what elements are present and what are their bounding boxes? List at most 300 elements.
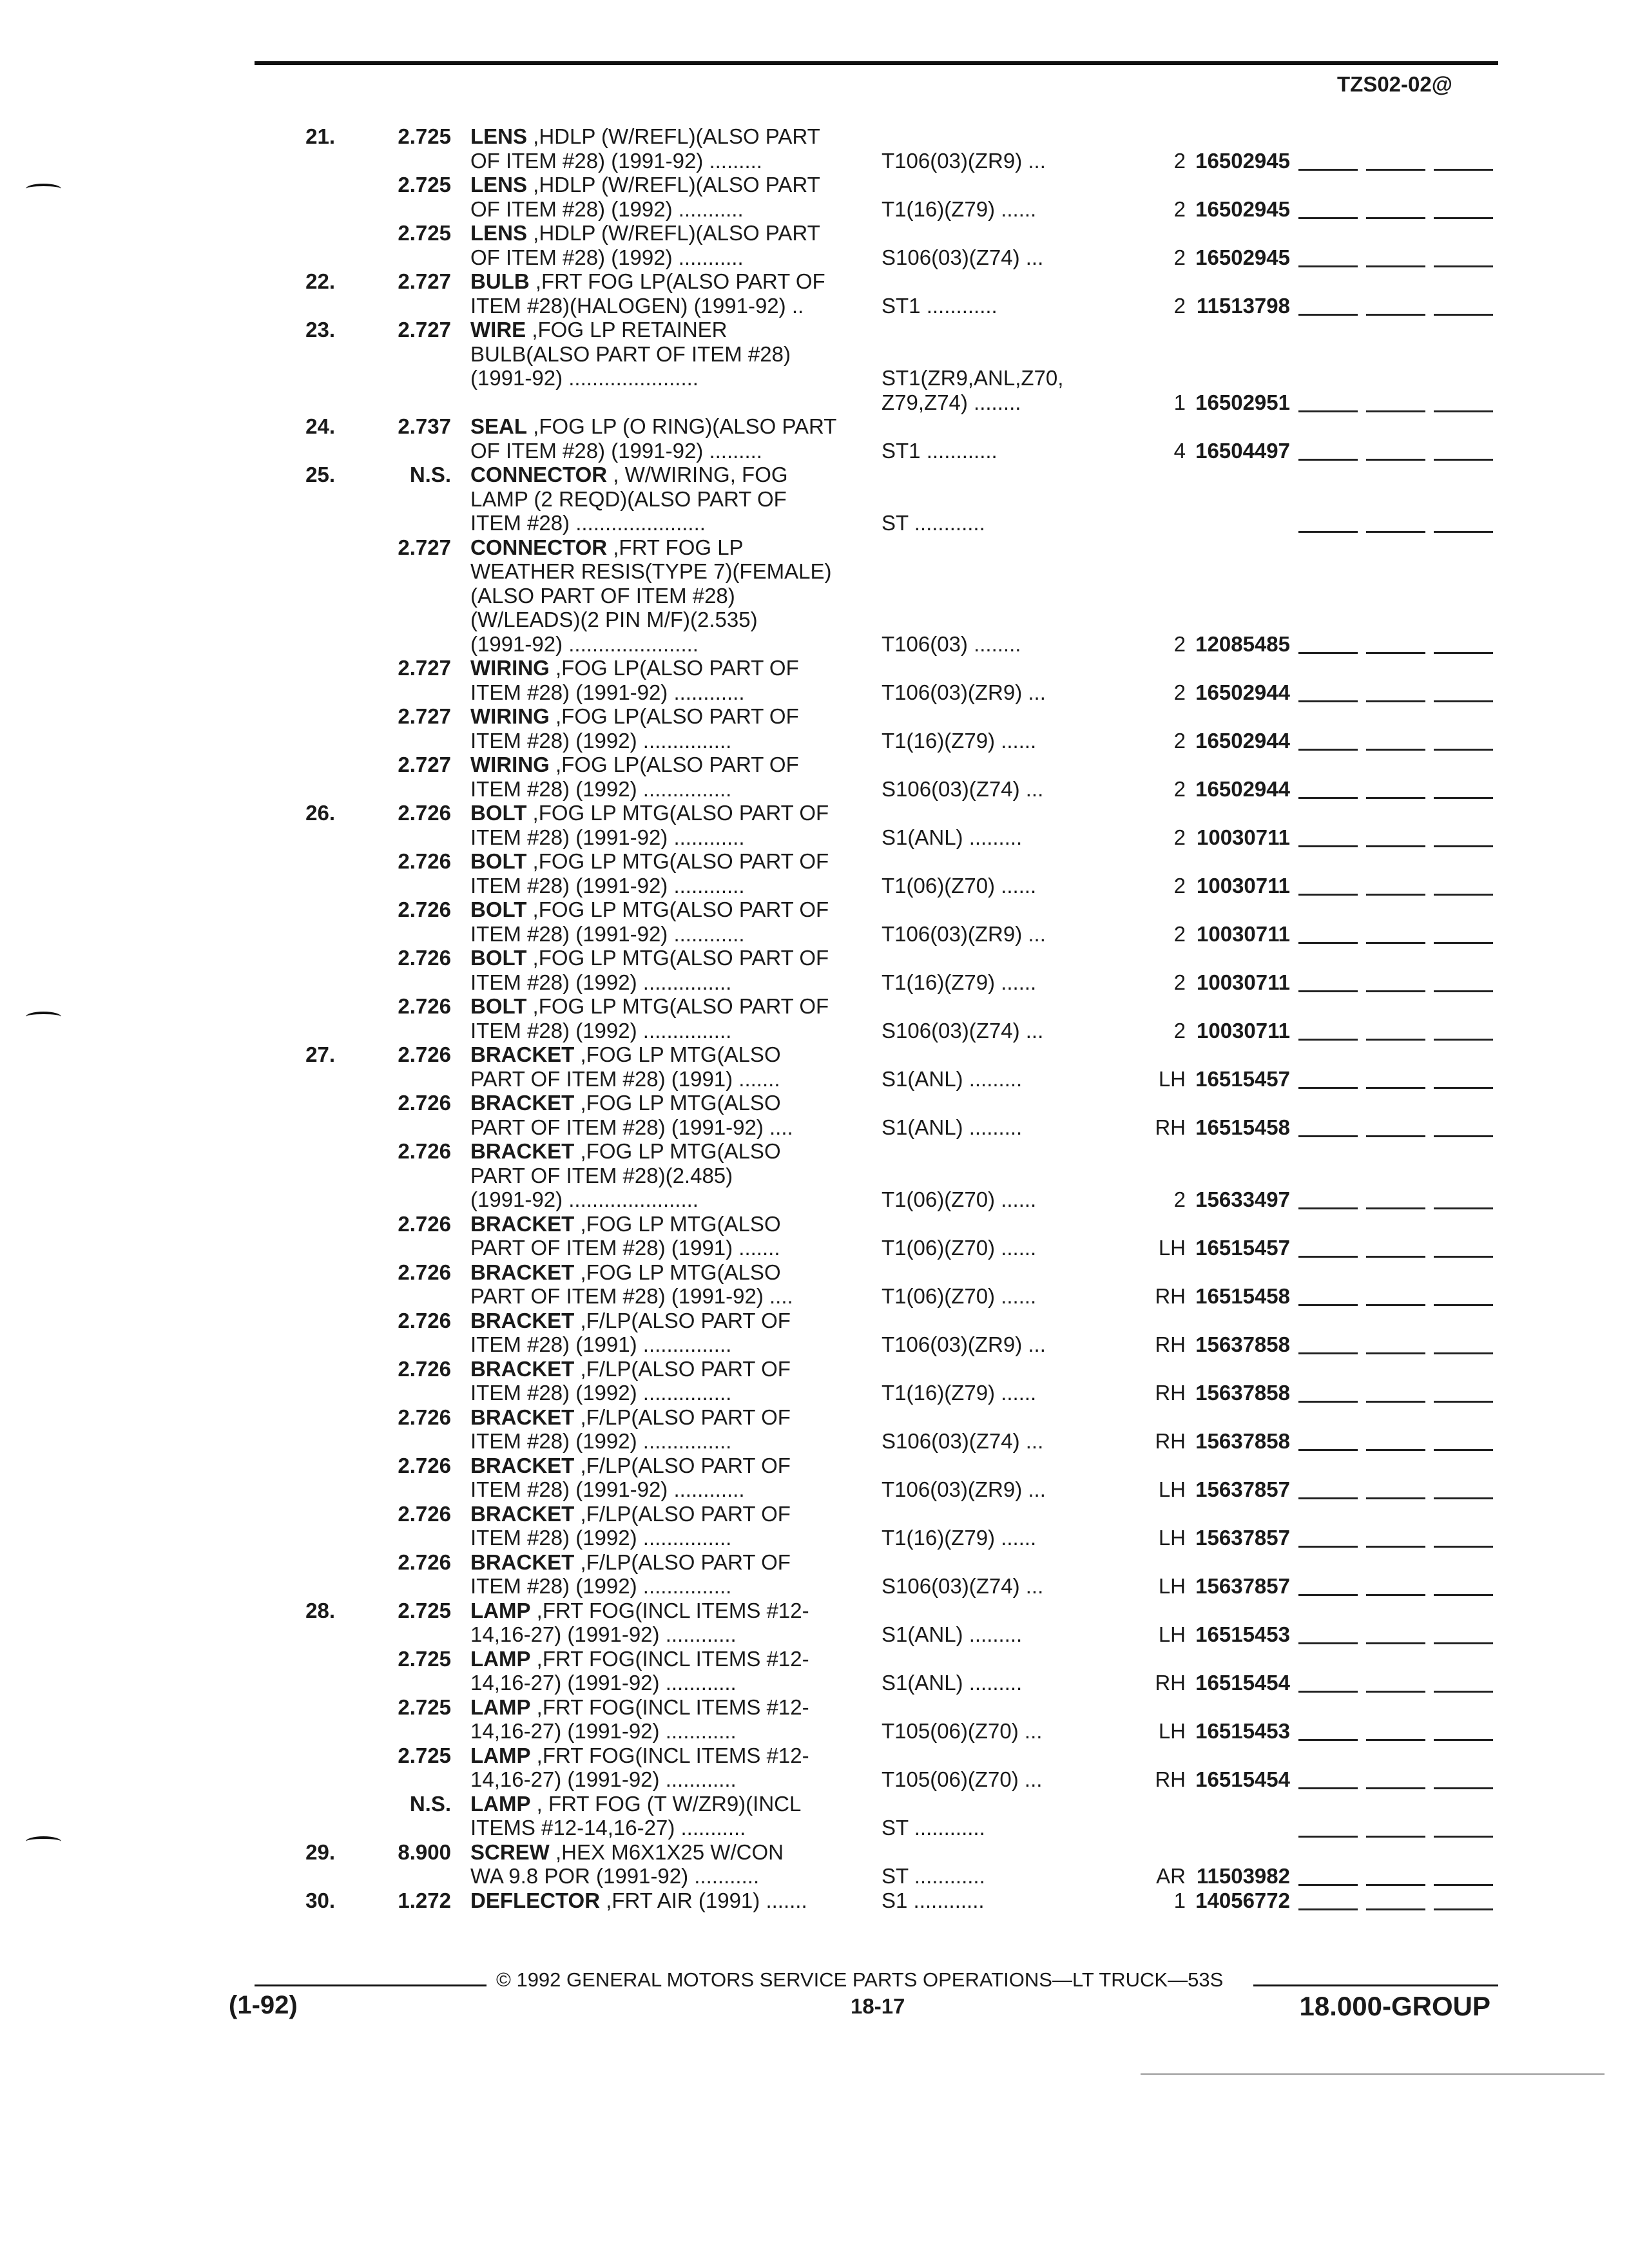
parts-row (277, 390, 1501, 415)
series-code: S1(ANL) ......... (882, 825, 1023, 849)
blank-line (1366, 1908, 1425, 1910)
blank-line (1298, 410, 1358, 412)
description-text: ITEM #28) (1991-92) ............ (470, 1477, 745, 1501)
description-text: ,FOG LP(ALSO PART OF (549, 753, 799, 776)
blank-line (1298, 169, 1358, 171)
part-description (470, 1647, 883, 1671)
description-text: ,FOG LP RETAINER (526, 318, 728, 341)
quantity: 1 (1173, 1888, 1186, 1912)
group-number: 2.725 (398, 1646, 451, 1671)
part-description (470, 269, 883, 294)
description-text: ,FOG LP MTG(ALSO PART OF (526, 946, 829, 970)
parts-row (277, 946, 1501, 970)
group-number: 2.737 (398, 414, 451, 438)
group-number: N.S. (409, 463, 451, 486)
quantity: 1 (1173, 390, 1186, 414)
entry-blanks (1298, 1115, 1498, 1140)
parts-row (277, 1526, 1501, 1550)
entry-blanks (1298, 1767, 1498, 1792)
blank-line (1366, 749, 1425, 751)
group-number: 2.726 (398, 1211, 451, 1236)
blank-line (1298, 1546, 1358, 1548)
description-text: ITEM #28) (1992) ............... (470, 970, 732, 994)
part-number: 16515457 (1195, 1236, 1290, 1260)
parts-row (277, 245, 1501, 270)
entry-blanks (1298, 1888, 1498, 1913)
punch-mark (26, 1836, 61, 1847)
blank-line (1366, 990, 1425, 992)
parts-row (277, 1454, 1501, 1478)
part-description (470, 173, 883, 197)
group-number: 2.725 (398, 1695, 451, 1719)
blank-line (1366, 1304, 1425, 1306)
group-number: 2.726 (398, 1453, 451, 1477)
series-code: T105(06)(Z70) ... (882, 1767, 1043, 1791)
blank-line (1366, 459, 1425, 461)
parts-row (277, 1864, 1501, 1888)
part-keyword: SEAL (470, 414, 528, 438)
series-code: T106(03)(ZR9) ... (882, 1477, 1046, 1501)
quantity: 2 (1173, 970, 1186, 994)
blank-line (1434, 1497, 1493, 1499)
series-code: ST ............ (882, 1864, 985, 1888)
entry-blanks (1298, 1187, 1498, 1212)
part-description (470, 608, 883, 632)
series-code: T106(03)(ZR9) ... (882, 1332, 1046, 1356)
item-number: 26. (305, 801, 335, 825)
part-description (470, 1816, 883, 1840)
blank-line (1298, 797, 1358, 799)
description-text: ITEM #28)(HALOGEN) (1991-92) .. (470, 293, 804, 318)
parts-row (277, 1284, 1501, 1309)
blank-line (1298, 1256, 1358, 1258)
group-number: 2.725 (398, 124, 451, 148)
series-code: S1(ANL) ......... (882, 1066, 1023, 1091)
part-description (470, 1381, 883, 1405)
description-text: ITEM #28) ...................... (470, 511, 706, 535)
parts-row (277, 1043, 1501, 1067)
quantity: LH (1158, 1622, 1186, 1646)
part-description (470, 1719, 883, 1744)
part-description (470, 1091, 883, 1115)
description-text: WEATHER RESIS(TYPE 7)(FEMALE) (470, 559, 832, 583)
quantity: RH (1155, 1381, 1186, 1405)
quantity: 2 (1173, 680, 1186, 704)
part-description (470, 1405, 883, 1430)
parts-row (277, 680, 1501, 705)
parts-row (277, 124, 1501, 149)
item-number: 21. (305, 124, 335, 148)
parts-row (277, 1309, 1501, 1333)
quantity: RH (1155, 1332, 1186, 1356)
parts-row (277, 1550, 1501, 1575)
series-code: T106(03)(ZR9) ... (882, 148, 1046, 173)
part-keyword: BRACKET (470, 1501, 575, 1526)
blank-line (1366, 1135, 1425, 1137)
blank-line (1298, 894, 1358, 896)
series-code: T1(06)(Z70) ...... (882, 1284, 1037, 1308)
quantity: LH (1158, 1719, 1186, 1743)
part-description (470, 777, 883, 802)
description-text: ITEM #28) (1992) ............... (470, 1381, 732, 1405)
blank-line (1298, 459, 1358, 461)
blank-line (1366, 410, 1425, 412)
group-number: 2.727 (398, 318, 451, 341)
blank-line (1366, 314, 1425, 316)
entry-blanks (1298, 1332, 1498, 1357)
description-text: ITEM #28) (1992) ............... (470, 1429, 732, 1453)
blank-line (1366, 1087, 1425, 1089)
group-number: 2.726 (398, 801, 451, 825)
quantity: 2 (1173, 921, 1186, 946)
series-code: T1(16)(Z79) ...... (882, 1381, 1037, 1405)
part-number: 10030711 (1196, 825, 1290, 849)
part-description (470, 1236, 883, 1260)
part-description (470, 729, 883, 753)
part-keyword: BOLT (470, 801, 527, 825)
part-description (470, 1622, 883, 1647)
description-text: 14,16-27) (1991-92) ............ (470, 1767, 737, 1791)
series-code: T106(03)(ZR9) ... (882, 680, 1046, 704)
part-number: 16502945 (1195, 245, 1290, 269)
blank-line (1298, 1642, 1358, 1644)
description-text: ,FOG LP MTG(ALSO (574, 1260, 781, 1284)
part-number: 16502944 (1195, 728, 1290, 753)
quantity: 2 (1173, 1187, 1186, 1211)
quantity: RH (1155, 1671, 1186, 1695)
part-keyword: BOLT (470, 898, 527, 921)
blank-line (1366, 1039, 1425, 1041)
entry-blanks (1298, 149, 1498, 173)
part-description (470, 1574, 883, 1599)
group-number: 2.726 (398, 849, 451, 873)
quantity: LH (1158, 1526, 1186, 1550)
series-code: T1(06)(Z70) ...... (882, 873, 1037, 898)
blank-line (1366, 1691, 1425, 1693)
blank-line (1434, 1449, 1493, 1451)
parts-row (277, 1767, 1501, 1792)
blank-line (1366, 1884, 1425, 1886)
entry-blanks (1298, 1574, 1498, 1599)
series-code: S1(ANL) ......... (882, 1115, 1023, 1139)
part-keyword: BRACKET (470, 1211, 575, 1236)
group-number: 2.726 (398, 898, 451, 921)
blank-line (1298, 1739, 1358, 1741)
entry-blanks (1298, 729, 1498, 753)
description-text: ITEMS #12-14,16-27) ........... (470, 1816, 746, 1840)
part-description (470, 221, 883, 245)
entry-blanks (1298, 390, 1498, 415)
part-keyword: BOLT (470, 849, 527, 873)
blank-line (1434, 1352, 1493, 1354)
parts-row (277, 559, 1501, 584)
blank-line (1366, 700, 1425, 702)
part-description (470, 1019, 883, 1043)
parts-row (277, 874, 1501, 898)
catalog-code: TZS02-02@ (1337, 72, 1452, 96)
parts-row (277, 632, 1501, 657)
part-description (470, 1139, 883, 1164)
parts-row (277, 1477, 1501, 1502)
parts-row (277, 1888, 1501, 1913)
part-number: 16504497 (1195, 438, 1290, 463)
part-description (470, 1526, 883, 1550)
part-description (470, 124, 883, 149)
quantity: 2 (1173, 1018, 1186, 1043)
item-number: 27. (305, 1043, 335, 1066)
part-description (470, 463, 883, 487)
bottom-scan-line (1141, 2073, 1605, 2075)
parts-row (277, 849, 1501, 874)
group-number: 2.726 (398, 1356, 451, 1381)
part-number: 16502944 (1195, 776, 1290, 801)
part-number: 10030711 (1196, 970, 1290, 994)
part-description (470, 1187, 883, 1212)
blank-line (1366, 217, 1425, 219)
parts-row (277, 801, 1501, 825)
group-number: 2.726 (398, 1308, 451, 1332)
description-text: PART OF ITEM #28) (1991) ....... (470, 1236, 780, 1260)
entry-blanks (1298, 1719, 1498, 1744)
part-keyword: LAMP (470, 1743, 531, 1767)
parts-row (277, 777, 1501, 802)
description-text: ,FRT AIR (1991) ....... (600, 1888, 807, 1912)
series-code: T1(16)(Z79) ...... (882, 728, 1037, 753)
description-text: ,FRT FOG(INCL ITEMS #12- (530, 1646, 809, 1671)
description-text: OF ITEM #28) (1992) ........... (470, 197, 744, 221)
description-text: , FRT FOG (T W/ZR9)(INCL (530, 1791, 802, 1816)
part-number: 10030711 (1196, 1018, 1290, 1043)
parts-row (277, 656, 1501, 680)
part-description (470, 1840, 883, 1865)
description-text: ITEM #28) (1991-92) ............ (470, 921, 745, 946)
quantity: RH (1155, 1115, 1186, 1139)
group-number: 2.726 (398, 1139, 451, 1163)
part-number: 16515453 (1195, 1719, 1290, 1743)
blank-line (1434, 217, 1493, 219)
parts-row (277, 1599, 1501, 1623)
part-number: 12085485 (1195, 631, 1290, 656)
quantity: 4 (1173, 438, 1186, 463)
part-number: 16515454 (1195, 1767, 1290, 1791)
parts-row (277, 1574, 1501, 1599)
parts-row (277, 729, 1501, 753)
entry-blanks (1298, 922, 1498, 947)
part-description (470, 1744, 883, 1768)
part-description (470, 874, 883, 898)
series-code: T1(06)(Z70) ...... (882, 1187, 1037, 1211)
series-code: S106(03)(Z74) ... (882, 1429, 1044, 1453)
entry-blanks (1298, 1816, 1498, 1840)
description-text: ,FOG LP MTG(ALSO PART OF (526, 994, 829, 1018)
description-text: ,F/LP(ALSO PART OF (574, 1501, 791, 1526)
blank-line (1434, 531, 1493, 533)
description-text: ,FRT FOG LP(ALSO PART OF (529, 269, 825, 293)
description-text: PART OF ITEM #28)(2.485) (470, 1163, 733, 1187)
description-text: (W/LEADS)(2 PIN M/F)(2.535) (470, 608, 758, 631)
entry-blanks (1298, 777, 1498, 802)
description-text: ,FRT FOG(INCL ITEMS #12- (530, 1598, 809, 1622)
blank-line (1366, 845, 1425, 847)
blank-line (1434, 265, 1493, 267)
entry-blanks (1298, 1622, 1498, 1647)
blank-line (1298, 1497, 1358, 1499)
blank-line (1434, 314, 1493, 316)
part-description (470, 994, 883, 1019)
description-text: PART OF ITEM #28) (1991-92) .... (470, 1115, 793, 1139)
parts-row (277, 1164, 1501, 1188)
series-code: T1(06)(Z70) ...... (882, 1236, 1037, 1260)
part-description (470, 559, 883, 584)
series-code: ST ............ (882, 511, 985, 535)
blank-line (1366, 1256, 1425, 1258)
part-keyword: BRACKET (470, 1356, 575, 1381)
blank-line (1434, 1135, 1493, 1137)
entry-blanks (1298, 1019, 1498, 1043)
parts-row (277, 922, 1501, 947)
entry-blanks (1298, 1067, 1498, 1091)
part-number: 15637857 (1195, 1477, 1290, 1501)
group-number: N.S. (409, 1791, 451, 1816)
entry-blanks (1298, 680, 1498, 705)
series-code: S106(03)(Z74) ... (882, 776, 1044, 801)
part-keyword: BRACKET (470, 1139, 575, 1163)
part-description (470, 535, 883, 560)
item-number: 22. (305, 269, 335, 293)
part-description (470, 1115, 883, 1140)
blank-line (1366, 1497, 1425, 1499)
description-text: ,F/LP(ALSO PART OF (574, 1550, 791, 1574)
part-description (470, 849, 883, 874)
parts-row (277, 1115, 1501, 1140)
blank-line (1434, 700, 1493, 702)
part-keyword: SCREW (470, 1840, 550, 1864)
series-code: S1(ANL) ......... (882, 1671, 1023, 1695)
part-description (470, 1671, 883, 1695)
part-description (470, 632, 883, 657)
description-text: ,F/LP(ALSO PART OF (574, 1308, 791, 1332)
blank-line (1298, 700, 1358, 702)
blank-line (1434, 1787, 1493, 1789)
blank-line (1298, 1135, 1358, 1137)
blank-line (1298, 1304, 1358, 1306)
description-text: WA 9.8 POR (1991-92) ........... (470, 1864, 760, 1888)
parts-row (277, 511, 1501, 535)
blank-line (1434, 1739, 1493, 1741)
blank-line (1434, 1087, 1493, 1089)
part-description (470, 414, 883, 439)
blank-line (1434, 1039, 1493, 1041)
series-code: ST1(ZR9,ANL,Z70, (882, 366, 1064, 390)
blank-line (1434, 1642, 1493, 1644)
part-keyword: LENS (470, 173, 528, 197)
description-text: OF ITEM #28) (1991-92) ......... (470, 438, 762, 463)
blank-line (1366, 1787, 1425, 1789)
part-keyword: LENS (470, 124, 528, 148)
description-text: BULB(ALSO PART OF ITEM #28) (470, 341, 791, 366)
blank-line (1298, 652, 1358, 654)
description-text: ITEM #28) (1992) ............... (470, 776, 732, 801)
series-code: ST ............ (882, 1816, 985, 1840)
description-text: ,HDLP (W/REFL)(ALSO PART (527, 124, 820, 148)
description-text: ,FOG LP (O RING)(ALSO PART (527, 414, 837, 438)
part-number: 15637858 (1195, 1429, 1290, 1453)
parts-row (277, 294, 1501, 318)
part-description (470, 584, 883, 608)
series-code: T105(06)(Z70) ... (882, 1719, 1043, 1743)
part-description (470, 1357, 883, 1381)
blank-line (1366, 1546, 1425, 1548)
part-number: 10030711 (1196, 921, 1290, 946)
parts-row (277, 1236, 1501, 1260)
description-text: ,FOG LP(ALSO PART OF (549, 704, 799, 728)
entry-blanks (1298, 245, 1498, 270)
parts-row (277, 1840, 1501, 1865)
part-keyword: WIRE (470, 318, 526, 341)
description-text: ,FOG LP MTG(ALSO (574, 1043, 781, 1066)
quantity: RH (1155, 1429, 1186, 1453)
item-number: 28. (305, 1598, 335, 1622)
series-code: S106(03)(Z74) ... (882, 1018, 1044, 1043)
parts-row (277, 1719, 1501, 1744)
quantity: LH (1158, 1574, 1186, 1598)
parts-row (277, 1816, 1501, 1840)
quantity: LH (1158, 1477, 1186, 1501)
parts-row (277, 1091, 1501, 1115)
part-number: 16515454 (1195, 1671, 1290, 1695)
blank-line (1366, 169, 1425, 171)
part-description (470, 1454, 883, 1478)
part-number: 16515458 (1195, 1115, 1290, 1139)
part-number: 16502944 (1195, 680, 1290, 704)
part-description (470, 680, 883, 705)
part-keyword: BRACKET (470, 1550, 575, 1574)
group-number: 2.725 (398, 173, 451, 197)
series-code: T106(03)(ZR9) ... (882, 921, 1046, 946)
part-description (470, 197, 883, 222)
entry-blanks (1298, 1864, 1498, 1888)
blank-line (1366, 942, 1425, 944)
entry-blanks (1298, 294, 1498, 318)
parts-row (277, 1671, 1501, 1695)
part-description (470, 149, 883, 173)
part-description (470, 946, 883, 970)
quantity: 2 (1173, 825, 1186, 849)
group-number: 2.726 (398, 994, 451, 1018)
blank-line (1298, 1691, 1358, 1693)
series-code: T1(16)(Z79) ...... (882, 197, 1037, 221)
group-number: 2.727 (398, 704, 451, 728)
series-code: S1 ............ (882, 1888, 985, 1912)
part-keyword: CONNECTOR (470, 463, 608, 486)
series-code: S106(03)(Z74) ... (882, 245, 1044, 269)
group-number: 8.900 (398, 1840, 451, 1864)
blank-line (1434, 1256, 1493, 1258)
parts-row (277, 342, 1501, 367)
part-keyword: WIRING (470, 656, 550, 680)
entry-blanks (1298, 439, 1498, 463)
parts-row (277, 197, 1501, 222)
blank-line (1298, 217, 1358, 219)
entry-blanks (1298, 1284, 1498, 1309)
part-description (470, 1260, 883, 1285)
blank-line (1298, 1087, 1358, 1089)
part-description (470, 1792, 883, 1816)
part-description (470, 487, 883, 512)
group-number: 2.725 (398, 1598, 451, 1622)
parts-row (277, 1502, 1501, 1526)
description-text: ,FOG LP MTG(ALSO (574, 1091, 781, 1115)
